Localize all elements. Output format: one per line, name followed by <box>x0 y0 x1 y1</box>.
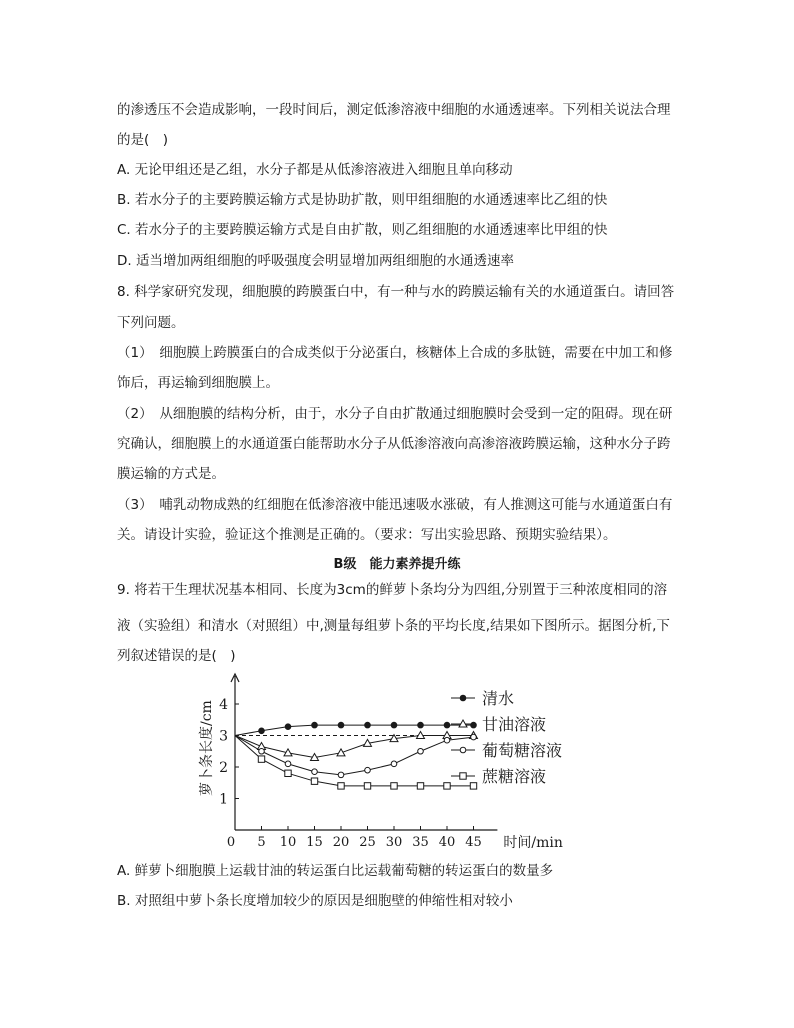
sub-question-1: （1） 细胞膜上跨膜蛋白的合成类似于分泌蛋白，核糖体上合成的多肽链，需要在中加工和修 <box>117 345 673 361</box>
data-point <box>418 748 424 754</box>
answer-b: B. 对照组中萝卜条长度增加较少的原因是细胞壁的伸缩性相对较小 <box>117 893 513 909</box>
option-b: B. 若水分子的主要跨膜运输方式是协助扩散，则甲组细胞的水通透速率比乙组的快 <box>117 192 608 208</box>
data-point <box>258 756 264 762</box>
data-point <box>338 783 344 789</box>
data-point <box>391 761 397 767</box>
legend-marker <box>460 773 466 779</box>
x-tick-label: 20 <box>332 835 350 850</box>
answer-a: A. 鲜萝卜细胞膜上运载甘油的转运蛋白比运载葡萄糖的转运蛋白的数量多 <box>117 863 554 879</box>
data-point <box>364 783 370 789</box>
y-tick-label: 2 <box>219 760 228 776</box>
data-point <box>471 734 477 740</box>
data-point <box>418 722 424 728</box>
x-tick-label: 25 <box>359 835 376 850</box>
text-line: 的是( ) <box>117 132 169 148</box>
text-line: 液（实验组）和清水（对照组）中,测量每组萝卜条的平均长度,结果如下图所示。据图分析,下 <box>117 618 670 634</box>
data-point <box>391 722 397 728</box>
question-9: 9. 将若干生理状况基本相同、长度为3cm的鲜萝卜条均分为四组,分别置于三种浓度相同的溶 <box>117 582 668 598</box>
x-axis-label: 时间/min <box>503 835 563 851</box>
option-c: C. 若水分子的主要跨膜运输方式是自由扩散，则乙组细胞的水通透速率比甲组的快 <box>117 222 608 238</box>
data-point <box>365 767 371 773</box>
data-point <box>285 761 291 767</box>
text-line: 的渗透压不会造成影响，一段时间后，测定低渗溶液中细胞的水通透速率。下列相关说法合理 <box>117 102 671 118</box>
legend-marker <box>460 695 466 701</box>
x-tick-label: 35 <box>412 835 429 850</box>
text-line: 关。请设计实验，验证这个推测是正确的。（要求：写出实验思路、预期实验结果）。 <box>117 527 617 543</box>
text-line: 膜运输的方式是。 <box>117 466 225 482</box>
data-point <box>338 772 344 778</box>
data-point <box>311 778 317 784</box>
text-line: 究确认，细胞膜上的水通道蛋白能帮助水分子从低渗溶液向高渗溶液跨膜运输，这种水分子跨 <box>117 436 671 452</box>
line-chart <box>195 668 585 853</box>
y-axis-label: 萝卜条长度/cm <box>199 700 215 797</box>
series-line <box>235 736 474 758</box>
text-line: 下列问题。 <box>117 315 185 331</box>
section-title: B级 能力素养提升练 <box>333 557 461 572</box>
y-tick-label: 4 <box>219 697 228 713</box>
question-8: 8. 科学家研究发现，细胞膜的跨膜蛋白中，有一种与水的跨膜运输有关的水通道蛋白。请回答 <box>117 284 675 300</box>
legend-marker <box>460 747 466 753</box>
data-point <box>391 783 397 789</box>
data-point <box>444 737 450 743</box>
data-point <box>338 722 344 728</box>
series-line <box>235 725 474 735</box>
legend-label: 清水 <box>482 689 515 708</box>
legend-label: 葡萄糖溶液 <box>482 741 563 760</box>
data-point <box>312 722 318 728</box>
legend-label: 蔗糖溶液 <box>482 767 547 786</box>
data-point <box>444 783 450 789</box>
data-point <box>285 724 291 730</box>
series-line <box>235 736 474 786</box>
x-tick-label: 45 <box>465 835 482 850</box>
x-tick-label: 40 <box>438 835 456 850</box>
x-tick-label: 15 <box>306 835 323 850</box>
y-tick-label: 1 <box>219 791 228 808</box>
x-tick-label: 5 <box>257 835 266 850</box>
y-tick-label: 3 <box>219 728 228 745</box>
sub-question-2: （2） 从细胞膜的结构分析，由于，水分子自由扩散通过细胞膜时会受到一定的阻碍。现在研 <box>117 406 673 422</box>
series-line <box>235 736 474 775</box>
data-point <box>470 783 476 789</box>
data-point <box>259 728 265 734</box>
data-point <box>471 722 477 728</box>
text-line: 饰后，再运输到细胞膜上。 <box>117 375 279 391</box>
x-tick-label: 10 <box>279 835 297 850</box>
sub-question-3: （3） 哺乳动物成熟的红细胞在低渗溶液中能迅速吸水涨破，有人推测这可能与水通道蛋白有 <box>117 497 673 513</box>
option-a: A. 无论甲组还是乙组，水分子都是从低渗溶液进入细胞且单向移动 <box>117 162 513 178</box>
data-point <box>259 748 265 754</box>
x-tick-label: 30 <box>385 835 403 850</box>
data-point <box>285 770 291 776</box>
text-line: 列叙述错误的是( ) <box>117 648 236 664</box>
data-point <box>444 722 450 728</box>
data-point <box>417 783 423 789</box>
data-point <box>312 769 318 775</box>
legend-label: 甘油溶液 <box>482 715 547 734</box>
data-point <box>365 722 371 728</box>
x-tick-label: 0 <box>226 835 236 850</box>
option-d: D. 适当增加两组细胞的呼吸强度会明显增加两组细胞的水通透速率 <box>117 253 514 269</box>
